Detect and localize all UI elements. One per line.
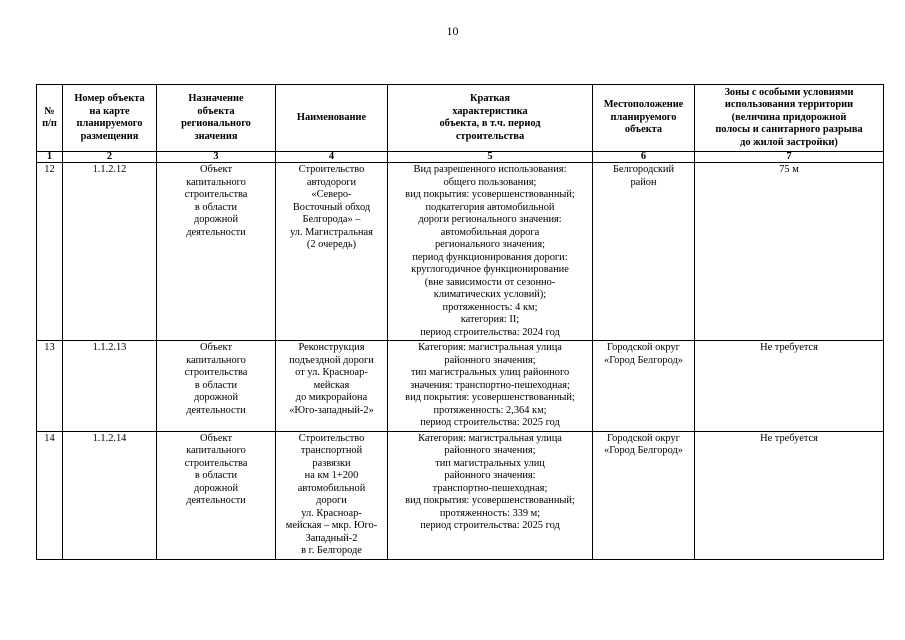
cell-number: 14: [37, 431, 63, 559]
text-line: Категория: магистральная улица: [418, 432, 562, 444]
text-line: районного значения;: [444, 445, 536, 456]
text-line: категория: II;: [460, 314, 520, 325]
col-header-zones: [695, 85, 884, 152]
text-line: круглогодичное функционирование: [411, 264, 569, 275]
text-line: (величина придорожной: [731, 111, 847, 123]
text-line: Строительство: [298, 164, 365, 175]
text-line: в области: [194, 379, 238, 391]
text-line: Объект: [200, 432, 232, 444]
cell-zones: 75 м: [695, 163, 884, 341]
text-line: (2 очередь): [306, 239, 357, 250]
column-number: 6: [593, 152, 695, 163]
cell-purpose: [157, 431, 276, 559]
text-line: деятельности: [186, 404, 246, 416]
text-line: характеристика: [452, 105, 528, 117]
cell-number: 12: [37, 163, 63, 341]
text-line: Реконструкция: [298, 342, 365, 353]
column-number: 4: [276, 152, 388, 163]
cell-number: 13: [37, 341, 63, 432]
table-row: [37, 341, 884, 432]
text-line: объекта: [624, 124, 663, 136]
text-line: дорожной: [193, 392, 239, 403]
text-line: Белгородский: [612, 164, 675, 175]
text-line: в области: [194, 201, 238, 213]
text-line: подкатегория автомобильной: [425, 201, 555, 213]
text-line: капитального: [186, 445, 246, 456]
text-line: на км 1+200: [304, 470, 359, 481]
text-line: Западный-2: [305, 532, 358, 544]
text-line: в г. Белгороде: [301, 545, 362, 556]
text-line: вид покрытия: усовершенствованный;: [405, 495, 575, 506]
header-row: [37, 85, 884, 152]
text-line: общего пользования;: [443, 176, 537, 188]
cell-map-number: 1.1.2.13: [63, 341, 157, 432]
text-line: климатических условий);: [433, 289, 547, 300]
text-line: Местоположение: [603, 99, 684, 111]
text-line: строительства: [184, 189, 248, 200]
text-line: Наименование: [296, 111, 367, 123]
table-row: [37, 163, 884, 341]
text-line: в области: [194, 470, 238, 481]
cell-characteristics: [388, 341, 593, 432]
text-line: развязки: [312, 457, 351, 469]
text-line: на карте: [89, 105, 130, 117]
text-line: Зоны с особыми условиями: [724, 86, 854, 98]
text-line: капитального: [186, 176, 246, 188]
col-header-name: [276, 85, 388, 152]
text-line: Назначение: [188, 93, 244, 104]
column-number: 7: [695, 152, 884, 163]
text-line: подъездной дороги: [289, 354, 374, 366]
text-line: «Город Белгород»: [604, 445, 683, 456]
text-line: районного значения;: [444, 354, 536, 366]
text-line: транспортно-пешеходная;: [432, 482, 548, 494]
text-line: мейская – мкр. Юго-: [285, 520, 378, 531]
col-header-location: [593, 85, 695, 152]
text-line: строительства: [184, 457, 248, 469]
text-line: тип магистральных улиц: [435, 457, 545, 469]
text-line: вид покрытия: усовершенствованный;: [405, 392, 575, 403]
cell-location: [593, 431, 695, 559]
cell-zones: Не требуется: [695, 431, 884, 559]
text-line: планируемого: [610, 111, 677, 123]
text-line: капитального: [186, 354, 246, 366]
text-line: деятельности: [186, 495, 246, 506]
text-line: Категория: магистральная улица: [418, 342, 562, 353]
col-header-number: [37, 85, 63, 152]
text-line: Номер объекта: [74, 93, 145, 104]
text-line: транспортной: [300, 445, 363, 456]
text-line: Строительство: [298, 432, 365, 444]
text-line: дороги: [316, 495, 347, 506]
column-number: 5: [388, 152, 593, 163]
text-line: объекта: [197, 105, 235, 117]
text-line: период функционирования дороги:: [412, 251, 568, 263]
cell-name: [276, 431, 388, 559]
column-number-row: [37, 152, 884, 163]
text-line: размещения: [80, 130, 139, 142]
text-line: планируемого: [76, 118, 143, 129]
page-number: 10: [446, 24, 459, 38]
text-line: значения: [194, 130, 238, 142]
text-line: «Юго-западный-2»: [289, 404, 374, 416]
text-line: «Город Белгород»: [604, 354, 683, 366]
text-line: деятельности: [186, 226, 246, 238]
text-line: Объект: [200, 164, 232, 175]
column-number: 3: [157, 152, 276, 163]
text-line: №: [44, 105, 55, 117]
text-line: строительства: [455, 130, 525, 142]
column-number: 2: [63, 152, 157, 163]
table-row: [37, 431, 884, 559]
table-header: [37, 85, 884, 163]
text-line: Восточный обход: [292, 201, 371, 213]
text-line: период строительства: 2025 год: [420, 417, 560, 428]
text-line: полосы и санитарного разрыва: [715, 124, 863, 136]
col-header-purpose: [157, 85, 276, 152]
column-number: 1: [37, 152, 63, 163]
col-header-characteristics: [388, 85, 593, 152]
text-line: мейская: [313, 379, 350, 391]
text-line: до микрорайона: [295, 392, 368, 403]
text-line: от ул. Красноар-: [295, 367, 368, 378]
text-line: дорожной: [193, 214, 239, 225]
text-line: протяженность: 2,364 км;: [433, 404, 547, 416]
text-line: Городской округ: [607, 432, 680, 444]
text-line: до жилой застройки): [740, 136, 838, 148]
text-line: «Северо-: [311, 189, 352, 200]
table-body: [37, 163, 884, 560]
planned-objects-table: [36, 84, 884, 560]
cell-map-number: 1.1.2.12: [63, 163, 157, 341]
cell-location: [593, 341, 695, 432]
text-line: автомобильная дорога: [440, 226, 540, 238]
cell-map-number: 1.1.2.14: [63, 431, 157, 559]
text-line: период строительства: 2025 год: [420, 520, 560, 531]
text-line: п/п: [42, 118, 57, 129]
text-line: автомобильной: [297, 482, 366, 494]
text-line: дороги регионального значения:: [418, 214, 562, 225]
text-line: ул. Магистральная: [290, 226, 373, 238]
text-line: Краткая: [470, 93, 510, 104]
cell-zones: Не требуется: [695, 341, 884, 432]
text-line: объекта, в т.ч. период: [439, 118, 541, 129]
text-line: протяженность: 339 м;: [439, 507, 541, 519]
text-line: Белгорода» –: [302, 214, 361, 225]
text-line: автодороги: [306, 176, 357, 188]
text-line: Городской округ: [607, 342, 680, 353]
text-line: строительства: [184, 367, 248, 378]
text-line: (вне зависимости от сезонно-: [424, 276, 556, 288]
cell-location: [593, 163, 695, 341]
text-line: район: [630, 176, 657, 188]
text-line: использования территории: [724, 99, 854, 111]
text-line: значения: транспортно-пешеходная;: [410, 379, 570, 391]
text-line: Объект: [200, 342, 232, 353]
text-line: регионального значения;: [434, 239, 546, 250]
cell-purpose: [157, 163, 276, 341]
text-line: регионального: [181, 118, 251, 129]
cell-purpose: [157, 341, 276, 432]
text-line: тип магистральных улиц районного: [410, 367, 570, 378]
cell-characteristics: [388, 163, 593, 341]
text-line: дорожной: [193, 482, 239, 494]
cell-name: [276, 163, 388, 341]
text-line: районного значения:: [444, 470, 536, 481]
text-line: протяженность: 4 км;: [442, 301, 538, 313]
text-line: вид покрытия: усовершенствованный;: [405, 189, 575, 200]
cell-characteristics: [388, 431, 593, 559]
text-line: Вид разрешенного использования:: [413, 164, 567, 175]
cell-name: [276, 341, 388, 432]
text-line: период строительства: 2024 год: [420, 326, 560, 338]
text-line: ул. Красноар-: [301, 507, 362, 519]
col-header-map-number: [63, 85, 157, 152]
